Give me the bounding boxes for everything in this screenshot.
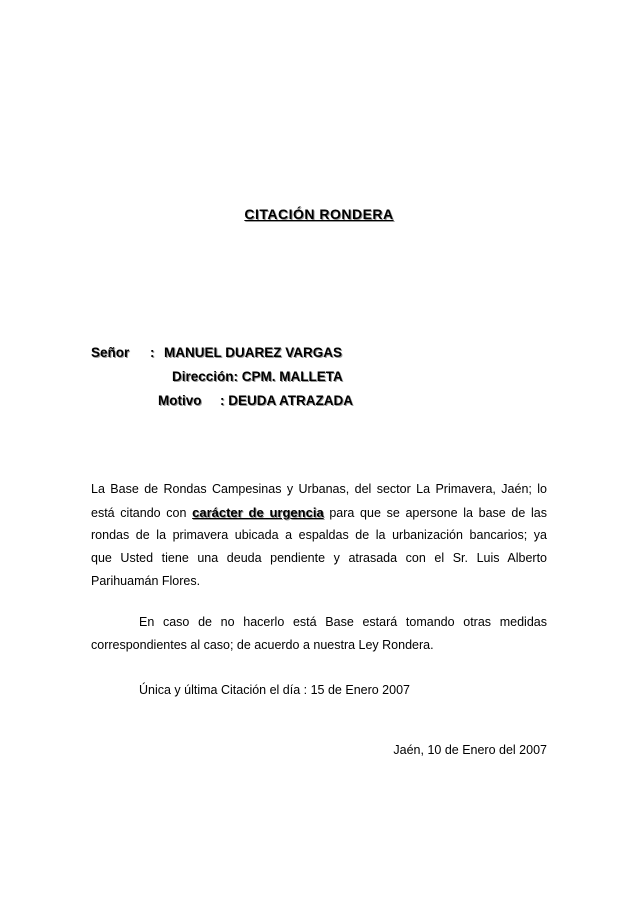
recipient-name: MANUEL DUAREZ VARGAS [164, 345, 343, 360]
text-after-emphasis: para que se apersone la base de las [329, 506, 547, 520]
recipient-separator: : [150, 345, 155, 360]
paragraph-line: que Usted tiene una deuda pendiente y atrasada con el Sr. Luis Alberto [91, 551, 547, 565]
paragraph-line: La Base de Rondas Campesinas y Urbanas, del sector La Primavera, Jaén; lo [91, 482, 547, 496]
recipient-address: Dirección: CPM. MALLETA [172, 369, 343, 384]
paragraph-line: correspondientes al caso; de acuerdo a nuestra Ley Rondera. [91, 638, 434, 652]
paragraph-line: Parihuamán Flores. [91, 574, 201, 588]
urgency-emphasis: carácter de urgencia [192, 505, 324, 520]
reason-label: Motivo [158, 393, 202, 408]
paragraph-consequence [91, 611, 547, 657]
paragraph-line-emphasis [91, 501, 547, 524]
text-before-emphasis: está citando con [91, 506, 187, 520]
place-date: Jaén, 10 de Enero del 2007 [393, 743, 547, 757]
reason-value: : DEUDA ATRAZADA [220, 393, 353, 408]
paragraph-summons [91, 478, 547, 593]
paragraph-line: rondas de la primavera ubicada a espaldas de la urbanización bancarios; ya [91, 528, 547, 542]
final-citation: Única y última Citación el día : 15 de Enero 2007 [139, 683, 410, 697]
document-title: CITACIÓN RONDERA [244, 206, 394, 222]
recipient-label: Señor [91, 345, 130, 360]
paragraph-line: En caso de no hacerlo está Base estará tomando otras medidas [139, 615, 547, 629]
